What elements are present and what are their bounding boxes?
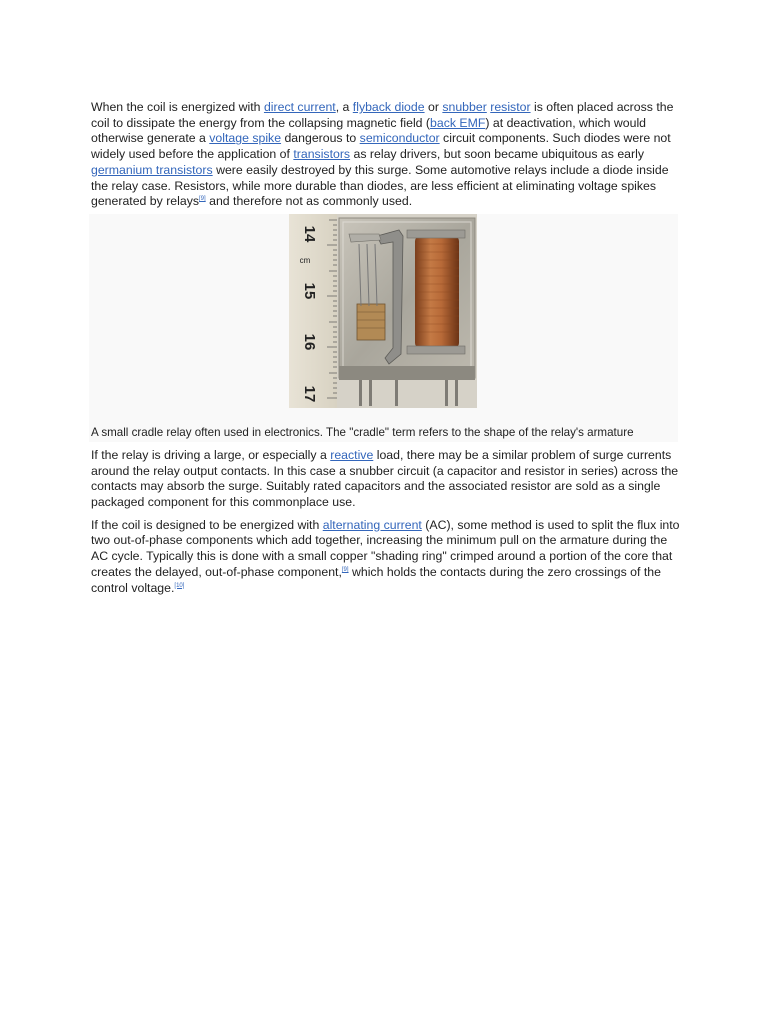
paragraph-flyback-diode — [91, 100, 681, 210]
ruler-label-16: 16 — [301, 333, 318, 351]
text-span: ) at deactivation, which would otherwise generate a — [91, 115, 647, 146]
link-germanium-transistors[interactable]: germanium transistors — [91, 162, 213, 177]
link-transistors[interactable]: transistors — [293, 147, 351, 162]
ruler-label-14: 14 — [301, 225, 318, 243]
citation-ref-10[interactable]: [10] — [174, 582, 185, 589]
text-span: , a — [335, 100, 353, 114]
text-span: If the relay is driving a large, or especially a — [91, 447, 331, 462]
text-span: If the coil is designed to be energized with — [91, 517, 323, 532]
link-voltage-spike[interactable]: voltage spike — [209, 131, 282, 146]
relay-contacts — [357, 304, 385, 340]
text-span: (AC), some method is used to split the flux into two out-of-phase components which add together, increasing the minimum pull on the armature during the AC cycle. Typically this is done with a small copper "shading ring" crimped around a portion of the core that creates the delayed, out-of-phase component, — [91, 517, 680, 579]
paragraph-reactive-load — [91, 448, 681, 511]
text-span: which holds the contacts during the zero crossings of the control voltage. — [91, 564, 661, 595]
link-direct-current[interactable]: direct current — [263, 100, 336, 114]
text-span: were easily destroyed by this surge. Some automotive relays include a diode inside the relay case. Resistors, while more durable than diodes, are less efficient at eliminating voltage spikes generated by relays — [91, 162, 669, 209]
text-span: is often placed across the coil to dissipate the energy from the collapsing magnetic field ( — [91, 100, 674, 130]
link-reactive[interactable]: reactive — [330, 447, 374, 462]
article-content — [91, 100, 681, 596]
text-span: dangerous to — [281, 131, 360, 146]
text-span: When the coil is energized with — [91, 100, 264, 114]
link-semiconductor[interactable]: semiconductor — [359, 131, 440, 146]
text-span: as relay drivers, but soon became ubiquitous as early — [350, 147, 644, 162]
relay-photo-drawing — [289, 214, 477, 408]
link-back-emf[interactable]: back EMF — [430, 115, 486, 130]
link-snubber[interactable]: snubber — [442, 100, 487, 114]
ruler — [289, 214, 337, 408]
text-span: circuit components. Such diodes were not widely used before the application of — [91, 131, 671, 162]
figure-caption: A small cradle relay often used in electronics. The "cradle" term refers to the shape of the relay's armature — [91, 425, 634, 439]
relay-photo[interactable] — [289, 214, 477, 408]
text-span: or — [424, 100, 443, 114]
relay-figure — [89, 214, 678, 442]
link-flyback-diode[interactable]: flyback diode — [352, 100, 425, 114]
ruler-label-15: 15 — [301, 282, 318, 300]
link-resistor[interactable]: resistor — [490, 100, 531, 114]
citation-ref-9[interactable]: [9] — [199, 196, 206, 203]
ruler-label-17: 17 — [301, 385, 318, 403]
relay-base — [339, 366, 475, 380]
text-span: load, there may be a similar problem of surge currents around the relay output contacts. In this case a snubber circuit (a capacitor and resistor in series) across the contacts may absorb the surge. Suitably rated capacitors and the associated resistor are sold as a single packaged component for this commonplace use. — [91, 447, 679, 510]
citation-ref-9b[interactable]: [9] — [341, 566, 349, 573]
text-span: and therefore not as commonly used. — [205, 194, 413, 209]
ruler-label-cm: cm — [299, 255, 311, 265]
link-alternating-current[interactable]: alternating current — [322, 517, 422, 532]
paragraph-alternating-current — [91, 518, 681, 597]
